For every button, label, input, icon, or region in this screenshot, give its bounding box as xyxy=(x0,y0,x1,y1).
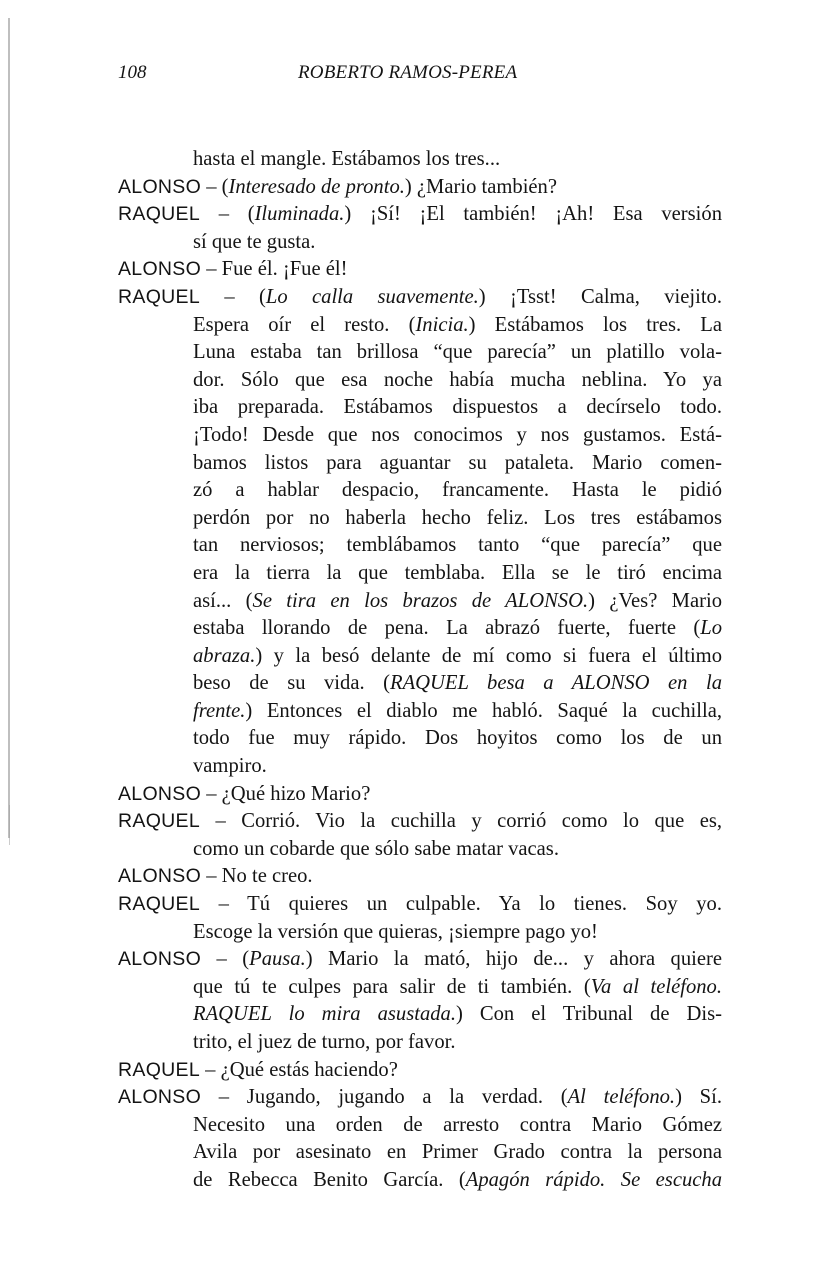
text-line xyxy=(118,394,722,422)
text-line xyxy=(118,312,722,340)
text-line xyxy=(118,588,722,616)
text-line xyxy=(118,450,722,478)
stage-direction: abraza. xyxy=(193,644,256,667)
dialogue-text: ) Entonces el diablo me habló. Saqué la cuchilla, xyxy=(245,699,722,722)
dialogue-text: zó a hablar despacio, francamente. Hasta le pidió xyxy=(193,479,722,502)
stage-direction: Pausa. xyxy=(249,948,306,971)
dialogue-text: – Jugando, jugando a la verdad. ( xyxy=(201,1086,568,1109)
text-line xyxy=(118,808,722,836)
dialogue-text: – Tú quieres un culpable. Ya lo tienes. Soy yo. xyxy=(200,893,722,916)
speaker-name: RAQUEL xyxy=(118,203,200,226)
stage-direction: RAQUEL lo mira asustada. xyxy=(193,1003,456,1026)
text-line xyxy=(118,1084,722,1112)
dialogue-text: – ( xyxy=(200,203,255,226)
text-line xyxy=(118,725,722,753)
dialogue-text: Escoge la versión que quieras, ¡siempre pago yo! xyxy=(193,920,598,943)
stage-direction: RAQUEL besa a ALONSO en la xyxy=(389,672,722,695)
speaker-name: ALONSO xyxy=(118,948,202,971)
dialogue-text: ) ¿Mario también? xyxy=(404,175,557,198)
stage-direction: Al teléfono. xyxy=(567,1086,676,1109)
binding-shadow-line xyxy=(8,18,10,838)
dialogue-text: – ( xyxy=(201,175,229,198)
text-line xyxy=(118,1057,722,1085)
dialogue-text: sí que te gusta. xyxy=(193,230,316,253)
speaker-name: ALONSO xyxy=(118,865,202,888)
speaker-name: ALONSO xyxy=(118,175,202,198)
stage-direction: Lo calla suavemente. xyxy=(265,285,479,308)
dialogue-text: vampiro. xyxy=(193,755,267,778)
dialogue-text: perdón por no haberla hecho feliz. Los tres estábamos xyxy=(193,506,722,529)
dialogue-text: ) ¡Sí! ¡El también! ¡Ah! Esa versión xyxy=(344,203,722,226)
dialogue-text: estaba llorando de pena. La abrazó fuerte, fuerte ( xyxy=(193,617,701,640)
text-line xyxy=(118,560,722,588)
speaker-name: RAQUEL xyxy=(118,893,200,916)
stage-direction: Interesado de pronto. xyxy=(228,175,405,198)
text-line xyxy=(118,1139,722,1167)
text-line xyxy=(118,229,722,257)
text-line xyxy=(118,146,722,174)
text-line xyxy=(118,753,722,781)
text-line xyxy=(118,1001,722,1029)
text-line xyxy=(118,505,722,533)
text-line xyxy=(118,367,722,395)
text-line xyxy=(118,781,722,809)
text-line xyxy=(118,836,722,864)
dialogue-text: ) Con el Tribunal de Dis- xyxy=(456,1003,722,1026)
dialogue-text: hasta el mangle. Estábamos los tres... xyxy=(193,148,501,170)
text-line xyxy=(118,615,722,643)
stage-direction: Apagón rápido. Se escucha xyxy=(465,1168,722,1191)
page-header xyxy=(118,62,718,92)
dialogue-text: ¡Todo! Desde que nos conocimos y nos gustamos. Está- xyxy=(193,423,722,446)
binding-shadow-mark xyxy=(9,805,10,845)
dialogue-text: – ( xyxy=(201,948,250,971)
speaker-name: ALONSO xyxy=(118,1086,202,1109)
dialogue-text: que tú te culpes para salir de ti también. ( xyxy=(193,975,591,998)
dialogue-text: Necesito una orden de arresto contra Mario Gómez xyxy=(193,1113,722,1136)
dialogue-text: Avila por asesinato en Primer Grado contra la persona xyxy=(193,1141,722,1164)
dialogue-text: beso de su vida. ( xyxy=(193,672,390,695)
stage-direction: Se tira en los brazos de ALONSO. xyxy=(252,589,589,612)
dialogue-text: – Corrió. Vio la cuchilla y corrió como lo que es, xyxy=(200,810,722,833)
dialogue-text: ) Sí. xyxy=(675,1086,722,1109)
dialogue-text: ) ¿Ves? Mario xyxy=(588,589,722,612)
speaker-name: RAQUEL xyxy=(118,810,200,833)
stage-direction: Iluminada. xyxy=(254,203,345,226)
stage-direction: frente. xyxy=(193,699,246,722)
text-line xyxy=(118,339,722,367)
dialogue-text: ) y la besó delante de mí como si fuera el último xyxy=(255,644,722,667)
text-line xyxy=(118,1167,722,1195)
speaker-name: RAQUEL xyxy=(118,285,200,308)
stage-direction: Lo xyxy=(700,617,722,640)
text-line xyxy=(118,946,722,974)
text-line xyxy=(118,1112,722,1140)
dialogue-text: – No te creo. xyxy=(201,865,313,888)
dialogue-text: dor. Sólo que esa noche había mucha neblina. Yo ya xyxy=(193,368,722,391)
text-line xyxy=(118,670,722,698)
dialogue-text: trito, el juez de turno, por favor. xyxy=(193,1031,456,1053)
text-line xyxy=(118,919,722,947)
dialogue-text: ) Estábamos los tres. La xyxy=(468,313,722,336)
text-line xyxy=(118,698,722,726)
dialogue-text: así... ( xyxy=(193,589,253,612)
dialogue-text: – ¿Qué hizo Mario? xyxy=(201,782,371,805)
play-text xyxy=(118,146,722,1195)
text-line xyxy=(118,477,722,505)
dialogue-text: Espera oír el resto. ( xyxy=(193,313,416,336)
text-line xyxy=(118,256,722,284)
dialogue-text: – ( xyxy=(200,285,266,308)
dialogue-text: iba preparada. Estábamos dispuestos a decírselo todo. xyxy=(193,396,722,419)
text-line xyxy=(118,891,722,919)
text-line xyxy=(118,174,722,202)
dialogue-text: ) Mario la mató, hijo de... y ahora quiere xyxy=(305,948,722,971)
dialogue-text: era la tierra la que temblaba. Ella se le tiró encima xyxy=(193,561,722,584)
text-line xyxy=(118,284,722,312)
page-number: 108 xyxy=(118,62,147,83)
text-line xyxy=(118,863,722,891)
speaker-name: ALONSO xyxy=(118,782,202,805)
text-line xyxy=(118,422,722,450)
dialogue-text: todo fue muy rápido. Dos hoyitos como los de un xyxy=(193,727,722,750)
stage-direction: Va al teléfono. xyxy=(590,975,722,998)
text-line xyxy=(118,643,722,671)
text-line xyxy=(118,201,722,229)
dialogue-text: Luna estaba tan brillosa “que parecía” un platillo vola- xyxy=(193,341,722,364)
text-line xyxy=(118,532,722,560)
dialogue-text: ) ¡Tsst! Calma, viejito. xyxy=(478,285,722,308)
dialogue-text: como un cobarde que sólo sabe matar vacas. xyxy=(193,837,559,860)
dialogue-text: tan nerviosos; temblábamos tanto “que parecía” que xyxy=(193,534,722,557)
running-head: ROBERTO RAMOS-PEREA xyxy=(298,62,518,83)
dialogue-text: – Fue él. ¡Fue él! xyxy=(201,258,348,281)
text-line xyxy=(118,1029,722,1057)
speaker-name: RAQUEL xyxy=(118,1058,200,1081)
dialogue-text: de Rebecca Benito García. ( xyxy=(193,1168,466,1191)
dialogue-text: bamos listos para aguantar su pataleta. Mario comen- xyxy=(193,451,722,474)
dialogue-text: – ¿Qué estás haciendo? xyxy=(200,1058,398,1081)
speaker-name: ALONSO xyxy=(118,258,202,281)
text-line xyxy=(118,974,722,1002)
stage-direction: Inicia. xyxy=(415,313,469,336)
